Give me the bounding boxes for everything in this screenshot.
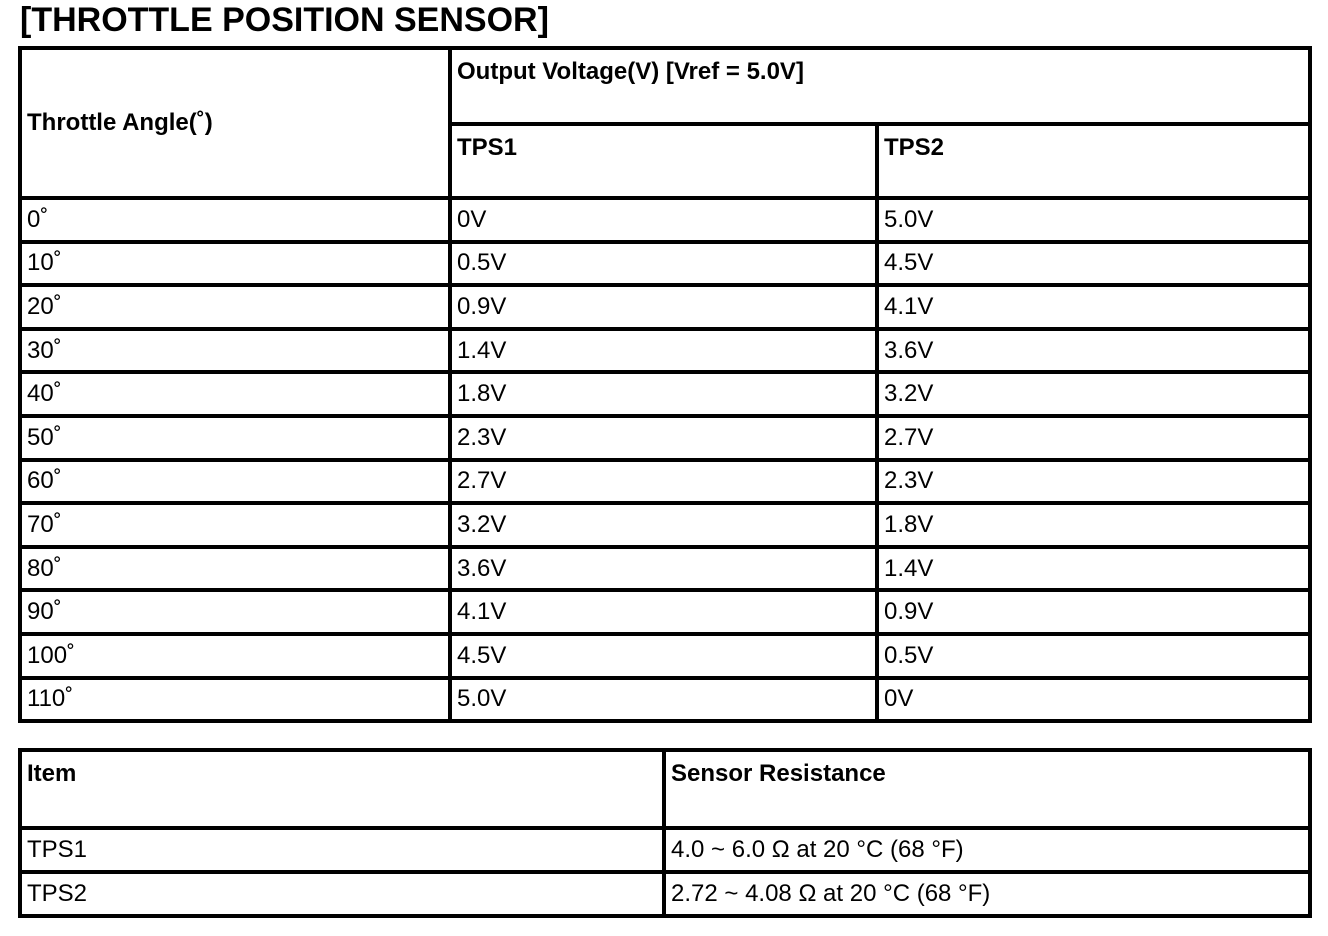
tps1-header: TPS1 — [450, 124, 877, 198]
tps2-voltage-cell: 2.7V — [877, 416, 1310, 460]
tps1-voltage-cell: 0.5V — [450, 242, 877, 286]
item-cell: TPS1 — [20, 828, 664, 872]
tps1-voltage-cell: 3.6V — [450, 547, 877, 591]
angle-cell: 40˚ — [20, 372, 450, 416]
item-cell: TPS2 — [20, 872, 664, 916]
tps2-voltage-cell: 5.0V — [877, 198, 1310, 242]
table-row — [20, 872, 1310, 916]
angle-cell: 80˚ — [20, 547, 450, 591]
tps2-voltage-cell: 4.1V — [877, 285, 1310, 329]
tps2-voltage-cell: 0.5V — [877, 634, 1310, 678]
sensor-resistance-header: Sensor Resistance — [664, 750, 1310, 828]
table-row — [20, 503, 1310, 547]
tps1-voltage-cell: 5.0V — [450, 678, 877, 722]
tps1-voltage-cell: 4.1V — [450, 590, 877, 634]
page-title: [THROTTLE POSITION SENSOR] — [20, 1, 549, 39]
resistance-table — [18, 748, 1312, 918]
angle-cell: 30˚ — [20, 329, 450, 373]
tps2-voltage-cell: 2.3V — [877, 460, 1310, 504]
tps1-voltage-cell: 2.7V — [450, 460, 877, 504]
table-row — [20, 416, 1310, 460]
angle-cell: 50˚ — [20, 416, 450, 460]
tps2-voltage-cell: 0.9V — [877, 590, 1310, 634]
resistance-cell: 4.0 ~ 6.0 Ω at 20 °C (68 °F) — [664, 828, 1310, 872]
angle-cell: 20˚ — [20, 285, 450, 329]
table-row — [20, 547, 1310, 591]
throttle-angle-header: Throttle Angle(˚) — [20, 48, 450, 198]
table-row — [20, 460, 1310, 504]
table-row — [20, 828, 1310, 872]
tps1-voltage-cell: 2.3V — [450, 416, 877, 460]
tps2-voltage-cell: 3.2V — [877, 372, 1310, 416]
output-voltage-header: Output Voltage(V) [Vref = 5.0V] — [450, 48, 1310, 124]
tps2-voltage-cell: 0V — [877, 678, 1310, 722]
angle-cell: 10˚ — [20, 242, 450, 286]
table-row — [20, 634, 1310, 678]
table-row — [20, 372, 1310, 416]
angle-cell: 100˚ — [20, 634, 450, 678]
resistance-cell: 2.72 ~ 4.08 Ω at 20 °C (68 °F) — [664, 872, 1310, 916]
tps1-voltage-cell: 1.4V — [450, 329, 877, 373]
tps2-voltage-cell: 3.6V — [877, 329, 1310, 373]
tps1-voltage-cell: 1.8V — [450, 372, 877, 416]
angle-cell: 0˚ — [20, 198, 450, 242]
tps1-voltage-cell: 0V — [450, 198, 877, 242]
tps2-voltage-cell: 1.4V — [877, 547, 1310, 591]
table-row — [20, 678, 1310, 722]
table-row — [20, 590, 1310, 634]
angle-cell: 90˚ — [20, 590, 450, 634]
item-header: Item — [20, 750, 664, 828]
table-row — [20, 285, 1310, 329]
tps1-voltage-cell: 4.5V — [450, 634, 877, 678]
angle-cell: 110˚ — [20, 678, 450, 722]
tps2-voltage-cell: 4.5V — [877, 242, 1310, 286]
angle-cell: 70˚ — [20, 503, 450, 547]
tps1-voltage-cell: 0.9V — [450, 285, 877, 329]
table-row — [20, 198, 1310, 242]
voltage-table — [18, 46, 1312, 723]
angle-cell: 60˚ — [20, 460, 450, 504]
table-row — [20, 329, 1310, 373]
tps1-voltage-cell: 3.2V — [450, 503, 877, 547]
tps2-header: TPS2 — [877, 124, 1310, 198]
tps2-voltage-cell: 1.8V — [877, 503, 1310, 547]
table-row — [20, 242, 1310, 286]
